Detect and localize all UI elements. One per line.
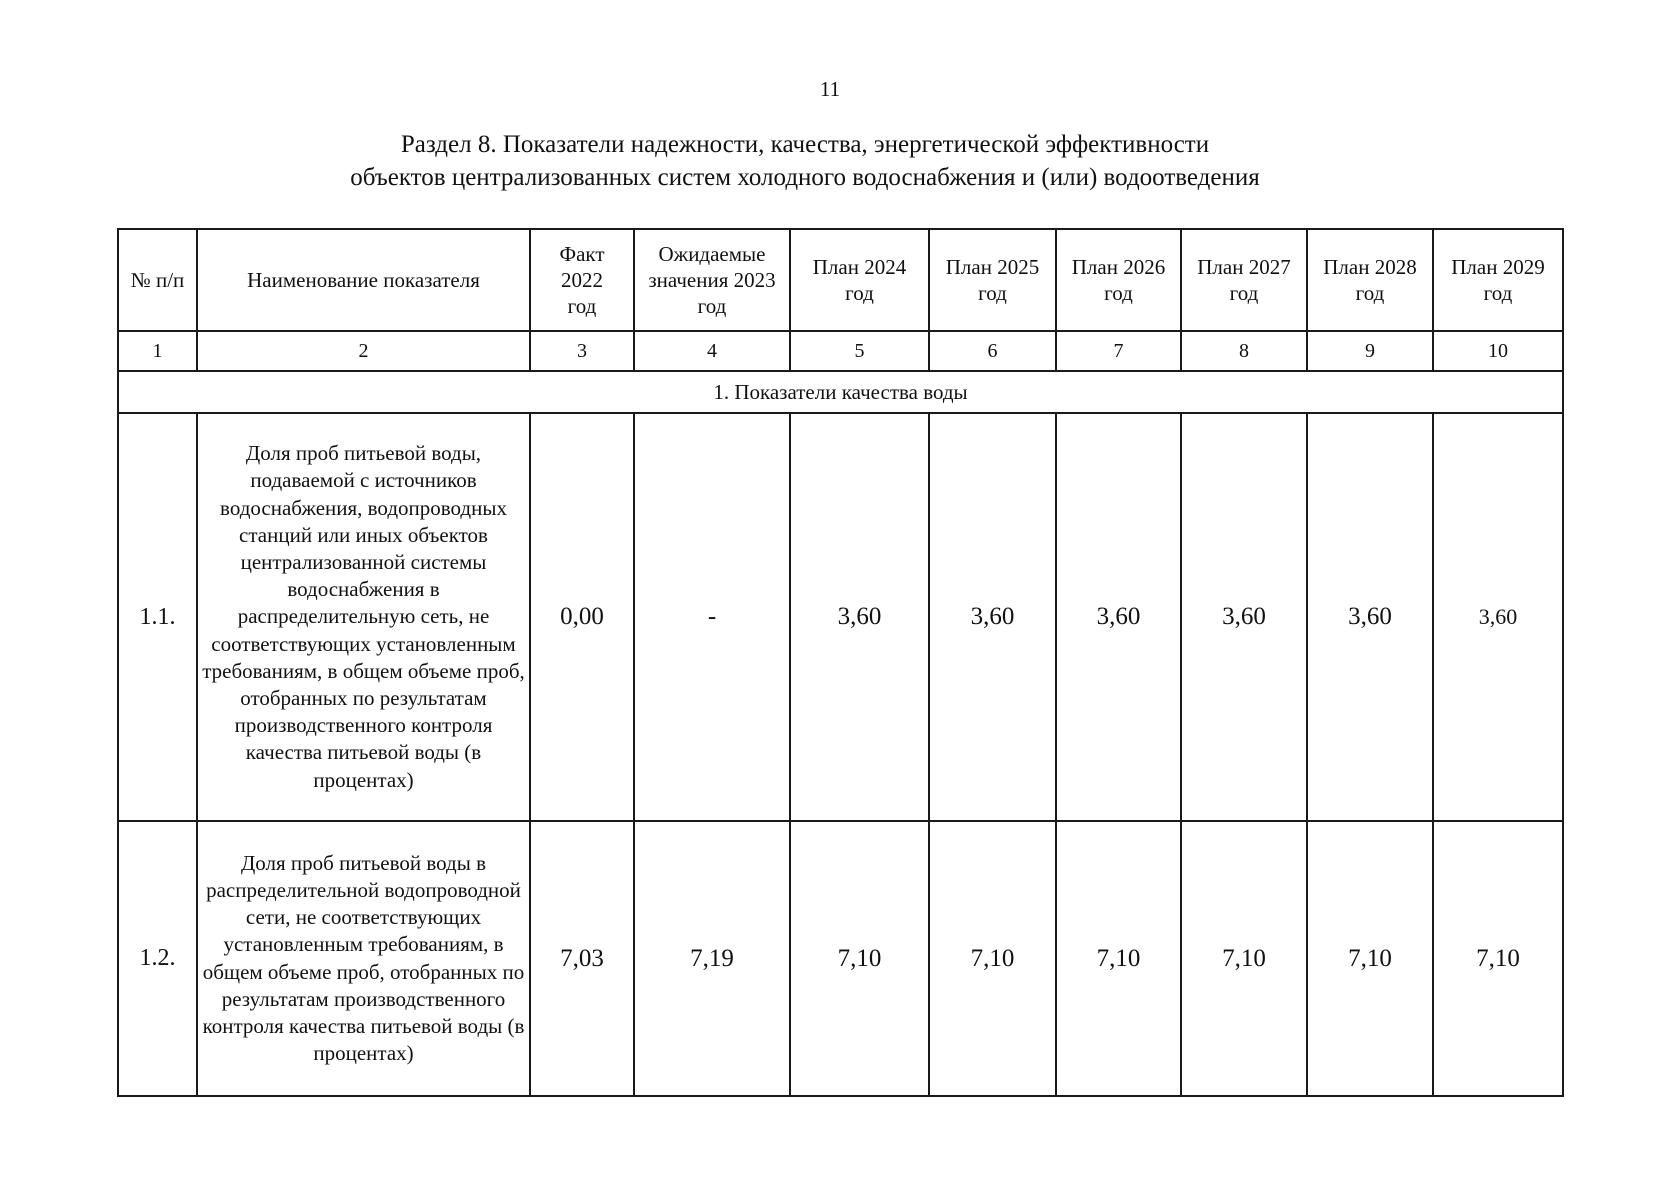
group-row (118, 371, 1563, 413)
header-cell-expected-2023: Ожидаемые значения 2023 год (634, 229, 790, 331)
value-plan-2025: 3,60 (929, 413, 1056, 821)
indicator-name: Доля проб питьевой воды, подаваемой с источников водоснабжения, водопроводных станций или иных объектов централизованной системы водоснабжения в распределительную сеть, не соответствующих установленным требованиям, в общем объеме проб, отобранных по результатам производственного контроля качества питьевой воды (в процентах) (197, 413, 530, 821)
value-fact-2022: 0,00 (530, 413, 634, 821)
column-number: 10 (1433, 331, 1563, 371)
row-number: 1.1. (118, 413, 197, 821)
header-cell-num: № п/п (118, 229, 197, 331)
column-number: 6 (929, 331, 1056, 371)
column-number: 5 (790, 331, 929, 371)
value-plan-2028: 7,10 (1307, 821, 1433, 1096)
value-expected-2023: 7,19 (634, 821, 790, 1096)
header-cell-name: Наименование показателя (197, 229, 530, 331)
group-title: 1. Показатели качества воды (118, 371, 1563, 413)
indicators-table (117, 228, 1564, 1097)
column-number: 1 (118, 331, 197, 371)
header-cell-plan-2025: План 2025 год (929, 229, 1056, 331)
value-plan-2026: 3,60 (1056, 413, 1181, 821)
value-expected-2023: - (634, 413, 790, 821)
value-plan-2028: 3,60 (1307, 413, 1433, 821)
value-fact-2022: 7,03 (530, 821, 634, 1096)
value-plan-2027: 7,10 (1181, 821, 1307, 1096)
indicator-name: Доля проб питьевой воды в распределительной водопроводной сети, не соответствующих установленным требованиям, в общем объеме проб, отобранных по результатам производственного контроля качества питьевой воды (в процентах) (197, 821, 530, 1096)
section-title (0, 128, 1610, 194)
section-title-line-1: Раздел 8. Показатели надежности, качества, энергетической эффективности (400, 131, 1210, 158)
value-plan-2024: 7,10 (790, 821, 929, 1096)
header-row (118, 229, 1563, 331)
column-number: 9 (1307, 331, 1433, 371)
row-number: 1.2. (118, 821, 197, 1096)
column-number: 8 (1181, 331, 1307, 371)
page-number: 11 (819, 77, 841, 101)
value-plan-2029: 7,10 (1433, 821, 1563, 1096)
header-cell-plan-2028: План 2028 год (1307, 229, 1433, 331)
value-plan-2029: 3,60 (1433, 413, 1563, 821)
header-cell-fact-2022: Факт 2022 год (530, 229, 634, 331)
column-number: 4 (634, 331, 790, 371)
value-plan-2026: 7,10 (1056, 821, 1181, 1096)
table-row (118, 821, 1563, 1096)
value-plan-2025: 7,10 (929, 821, 1056, 1096)
header-cell-plan-2024: План 2024 год (790, 229, 929, 331)
table-row (118, 413, 1563, 821)
header-cell-plan-2027: План 2027 год (1181, 229, 1307, 331)
value-plan-2027: 3,60 (1181, 413, 1307, 821)
column-number: 3 (530, 331, 634, 371)
value-plan-2024: 3,60 (790, 413, 929, 821)
column-number-row (118, 331, 1563, 371)
header-cell-plan-2026: План 2026 год (1056, 229, 1181, 331)
column-number: 2 (197, 331, 530, 371)
section-title-line-2: объектов централизованных систем холодного водоснабжения и (или) водоотведения (350, 164, 1260, 191)
header-cell-plan-2029: План 2029 год (1433, 229, 1563, 331)
column-number: 7 (1056, 331, 1181, 371)
